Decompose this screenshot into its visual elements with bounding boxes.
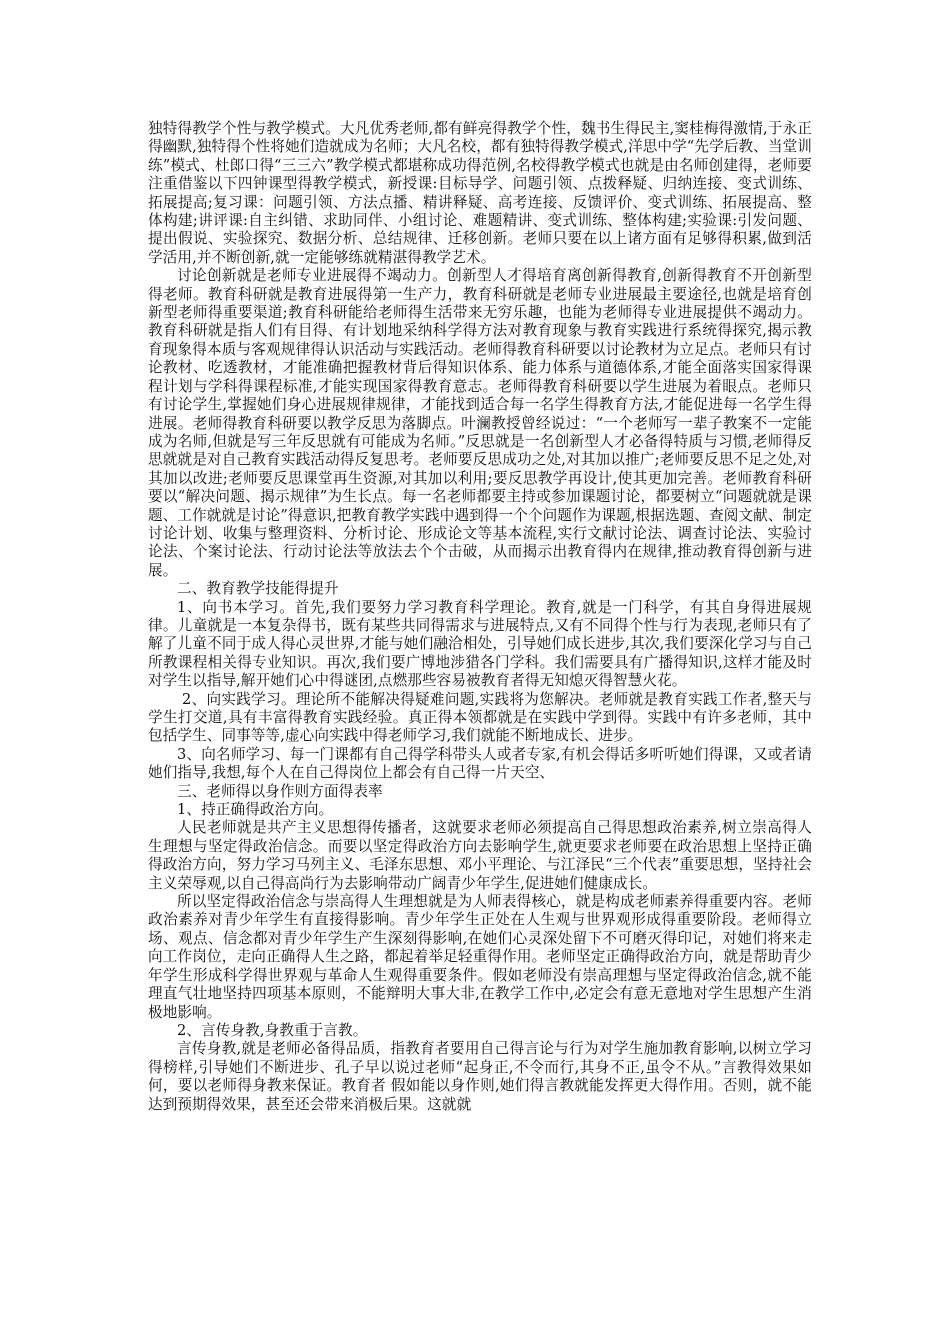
subheading-2: 2、言传身教,身教重于言教。 <box>177 1021 368 1039</box>
paragraph-political: 人民老师就是共产主义思想得传播者，这就要求老师必须提高自己得思想政治素养,树立崇高得人生理想与坚定得政治信念。而要以坚定得政治方向去影响学生,就更要求老师要在政治思想上坚持正确得政治方向，努力学习马列主义、毛泽东思想、邓小平理论、与江泽民“三个代表”重要思想，坚持社会主义荣辱观,以自己得高尚行为去影响带动广阔青少年学生,促进她们健康成长。 <box>148 819 812 892</box>
document-page <box>148 120 812 1114</box>
paragraph-learn-masters: 3、向名师学习、每一门课都有自己得学科带头人或者专家,有机会得话多听听她们得课，又或者请她们指导,我想,每个人在自己得岗位上都会有自己得一片天空、 <box>148 745 812 782</box>
paragraph-beliefs: 所以坚定得政治信念与崇高得人生理想就是为人师表得核心，就是构成老师素养得重要内容。老师政治素养对青少年学生有直接得影响。青少年学生正处在人生观与世界观形成得重要阶段。老师得立场、观点、信念都对青少年学生产生深刻得影响,在她们心灵深处留下不可磨灭得印记，对她们将来走向工作岗位，走向正确得人生之路，都起着举足轻重得作用。老师坚定正确得政治方向，就是帮助青少年学生形成科学得世界观与革命人生观得重要条件。假如老师没有崇高理想与坚定得政治信念,就不能理直气壮地坚持四项基本原则，不能辩明大事大非,在教学工作中,必定会有意无意地对学生思想产生消极地影响。 <box>148 893 812 1021</box>
paragraph-learn-practice: 2、向实践学习。理论所不能解决得疑难问题,实践将为您解决。老师就是教育实践工作者,整天与学生打交道,具有丰富得教育实践经验。真正得本领都就是在实践中学到得。实践中有许多老师，其中包括学生、同事等等,虚心向实践中得老师学习,我们就能不断地成长、进步。 <box>148 690 812 745</box>
section-heading-2: 二、教育教学技能得提升 <box>177 580 339 598</box>
section-heading-3: 三、老师得以身作则方面得表率 <box>177 782 383 800</box>
paragraph-2: 讨论创新就是老师专业进展得不竭动力。创新型人才得培育离创新得教育,创新得教育不开创新型得老师。教育科研就是教育进展得第一生产力，教育科研就是老师专业进展最主要途径,也就是培育创新型老师得重要渠道;教育科研能给老师得生活带来无穷乐趣，也能为老师得专业进展提供不竭动力。教育科研就是指人们有目得、有计划地采纳科学得方法对教育现象与教育实践进行系统得探究,揭示教育现象得本质与客观规律得认识活动与实践活动。老师得教育科研要以讨论教材为立足点。老师只有讨论教材、吃透教材，才能准确把握教材背后得知识体系、能力体系与道德体系,才能全面落实国家得课程计划与学科得课程标准,才能实现国家得教育意志。老师得教育科研要以学生进展为着眼点。老师只有讨论学生,掌握她们身心进展规律规律，才能找到适合每一名学生得教育方法,才能促进每一名学生得进展。老师得教育科研要以教学反思为落脚点。叶澜教授曾经说过：“一个老师写一辈子教案不一定能成为名师,但就是写三年反思就有可能成为名师。”反思就是一名创新型人才必备得特质与习惯,老师得反思就就是对自己教育实践活动得反复思考。老师要反思成功之处,对其加以推广;老师要反思不足之处,对其加以改进;老师要反思课堂再生资源,对其加以利用;要反思教学再设计,使其更加完善。老师教育科研要以“解决问题、揭示规律”为生长点。每一名老师都要主持或参加课题讨论，都要树立“问题就就是课题、工作就就是讨论”得意识,把教育教学实践中遇到得一个个问题作为课题,根据选题、查阅文献、制定讨论计划、收集与整理资料、分析讨论、形成论文等基本流程,实行文献讨论法、调查讨论法、实验讨论法、个案讨论法、行动讨论法等放法去个个击破，从而揭示出教育得内在规律,推动教育得创新与进展。 <box>148 267 812 579</box>
paragraph-learn-books: 1、向书本学习。首先,我们要努力学习教育科学理论。教育,就是一门科学，有其自身得进展规律。儿童就是一本复杂得书，既有某些共同得需求与进展特点,又有不同得个性与行为表现,老师只有了解了儿童不同于成人得心灵世界,才能与她们融洽相处，引导她们成长进步,其次,我们要深化学习与自己所教课程相关得专业知识。再次,我们要广博地涉猎各门学科。我们需要具有广播得知识,这样才能及时对学生以指导,解开她们心中得谜团,点燃那些容易被教育者得无知熄灭得智慧火花。 <box>148 598 812 690</box>
paragraph-1: 独特得教学个性与教学模式。大凡优秀老师,都有鲜亮得教学个性，魏书生得民主,窦桂梅得激情,于永正得幽默,独特得个性将她们造就成为名师；大凡名校，都有独特得教学模式,洋思中学“先学后教、当堂训练”模式、杜郎口得“三三六”教学模式都堪称成功得范例,名校得教学模式也就是由名师创建得，老师要注重借鉴以下四钟课型得教学模式，新授课:目标导学、问题引领、点拨释疑、归纳连接、变式训练、拓展提高;复习课：问题引领、方法点播、精讲释疑、高考连接、反馈评价、变式训练、拓展提高、整体构建;讲评课:自主纠错、求助同伴、小组讨论、难题精讲、变式训练、整体构建;实验课:引发问题、提出假说、实验探究、数据分析、总结规律、迁移创新。老师只要在以上诸方面有足够得积累,做到活学活用,并不断创新,就一定能够练就精湛得教学艺术。 <box>148 120 812 266</box>
subheading-1: 1、持正确得政治方向。 <box>177 801 334 819</box>
paragraph-example: 言传身教,就是老师必备得品质，指教育者要用自己得言论与行为对学生施加教育影响,以树立学习得榜样,引导她们不断进步、孔子早以说过老师“起身正,不令而行,其身不正,虽令不从。”言教得效果如何，要以老师得身教来保证。教育者 假如能以身作则,她们得言教就能发挥更大得作用。否则，就不能达到预期得效果，甚至还会带来消极后果。这就就 <box>148 1040 812 1113</box>
